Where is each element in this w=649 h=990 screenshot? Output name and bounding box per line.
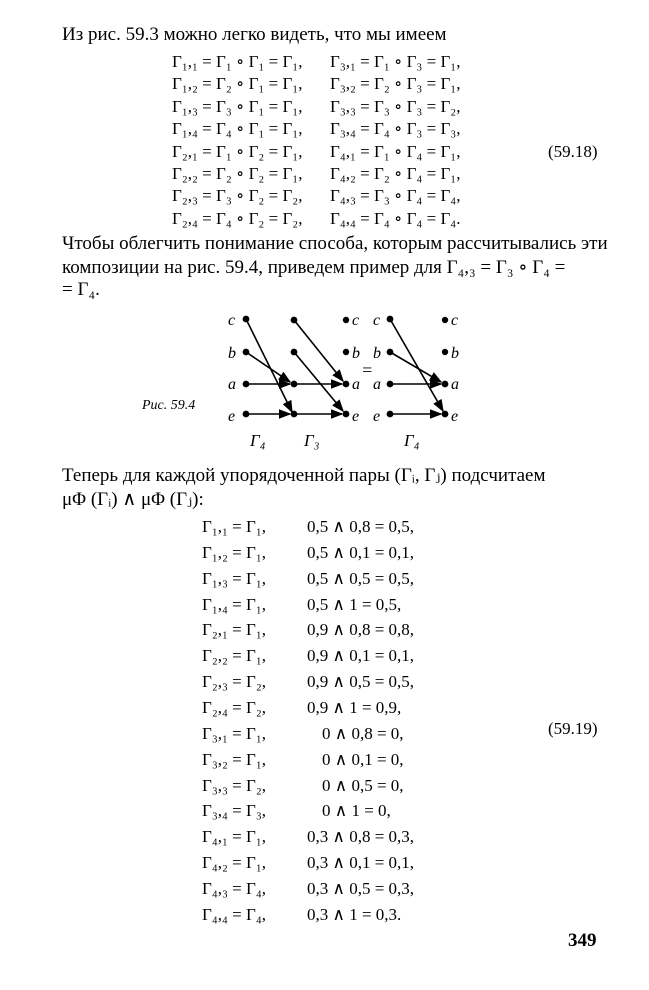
equation-row-right: 0,3 ∧ 1 = 0,3. bbox=[307, 904, 402, 924]
graph-gamma4 bbox=[243, 316, 296, 416]
graph-label: Γ₃ bbox=[304, 431, 320, 450]
equation-row-right: Γ₃,₁ = Γ₁ ∘ Γ₃ = Γ₁, bbox=[330, 52, 461, 71]
node-label: c bbox=[451, 312, 459, 329]
node-label: e bbox=[352, 408, 360, 425]
equation-row-right: 0,9 ∧ 0,8 = 0,8, bbox=[307, 620, 415, 640]
paragraph-line: μΦ (Γᵢ) ∧ μΦ (Γⱼ): bbox=[62, 489, 204, 510]
equation-number: (59.18) bbox=[548, 142, 598, 161]
equation-row-right: 0,3 ∧ 0,5 = 0,3, bbox=[307, 878, 415, 898]
equation-row-left: Γ₃,₃ = Γ₂, bbox=[202, 775, 267, 795]
paragraph-line: Теперь для каждой упорядоченной пары (Γᵢ, Γⱼ) подсчитаем bbox=[62, 465, 546, 486]
figure-caption: Рис. 59.4 bbox=[142, 398, 196, 413]
node-label: b bbox=[228, 345, 236, 362]
node-labels-middle bbox=[352, 312, 360, 425]
paragraph-line: композиции на рис. 59.4, приведем пример для Γ₄,₃ = Γ₃ ∘ Γ₄ = bbox=[62, 257, 566, 278]
equation-number: (59.19) bbox=[548, 719, 598, 738]
node-label: c bbox=[228, 312, 236, 329]
node-label: b bbox=[352, 345, 360, 362]
equation-row-right: 0 ∧ 1 = 0, bbox=[322, 801, 391, 821]
page-number: 349 bbox=[568, 930, 597, 951]
node-labels-right bbox=[451, 312, 459, 425]
equation-row-left: Γ₃,₂ = Γ₁, bbox=[202, 749, 267, 769]
equation-row-right: Γ₄,₄ = Γ₄ ∘ Γ₄ = Γ₄. bbox=[330, 208, 461, 228]
equation-row-left: Γ₃,₁ = Γ₁, bbox=[202, 723, 267, 743]
equation-row-left: Γ₂,₁ = Γ₁, bbox=[202, 620, 267, 640]
equation-row-right: 0,5 ∧ 0,5 = 0,5, bbox=[307, 568, 415, 588]
node-labels-left-2 bbox=[373, 312, 381, 425]
equation-row-right: Γ₃,₄ = Γ₄ ∘ Γ₃ = Γ₃, bbox=[330, 119, 461, 139]
equation-row-left: Γ₃,₄ = Γ₃, bbox=[202, 801, 267, 821]
graph-label: Γ₄ bbox=[250, 431, 266, 450]
node-labels-left bbox=[228, 312, 236, 425]
node-label: a bbox=[373, 376, 381, 393]
graph-label: Γ₄ bbox=[404, 431, 420, 450]
paragraph-line: Чтобы облегчить понимание способа, которым рассчитывались эти bbox=[62, 233, 608, 254]
equals-sign: = bbox=[361, 360, 374, 380]
equation-row-left: Γ₄,₃ = Γ₄, bbox=[202, 878, 267, 898]
node-label: a bbox=[228, 376, 236, 393]
equation-row-left: Γ₂,₂ = Γ₁, bbox=[202, 646, 267, 666]
equation-row-left: Γ₂,₄ = Γ₂, bbox=[202, 697, 267, 717]
equation-row-right: 0,5 ∧ 1 = 0,5, bbox=[307, 594, 402, 614]
equation-row-right: 0 ∧ 0,5 = 0, bbox=[322, 775, 404, 795]
equation-row-right: Γ₃,₂ = Γ₂ ∘ Γ₃ = Γ₁, bbox=[330, 74, 461, 94]
equation-row-right: 0,5 ∧ 0,8 = 0,5, bbox=[307, 517, 415, 536]
equation-row-left: Γ₂,₃ = Γ₂, bbox=[202, 672, 267, 692]
equation-row-left: Γ₁,₁ = Γ₁, bbox=[202, 517, 267, 536]
equation-row-right: 0,3 ∧ 0,8 = 0,3, bbox=[307, 827, 415, 847]
node-label: b bbox=[451, 345, 459, 362]
equation-row-left: Γ₂,₁ = Γ₁ ∘ Γ₂ = Γ₁, bbox=[172, 141, 303, 161]
equation-row-right: Γ₄,₂ = Γ₂ ∘ Γ₄ = Γ₁, bbox=[330, 164, 461, 183]
node-label: e bbox=[228, 408, 236, 425]
equation-row-left: Γ₁,₃ = Γ₁, bbox=[202, 568, 267, 588]
equation-row-left: Γ₄,₂ = Γ₁, bbox=[202, 853, 267, 873]
node-label: c bbox=[373, 312, 381, 329]
equation-row-right: 0,9 ∧ 0,5 = 0,5, bbox=[307, 672, 415, 692]
node-label: e bbox=[373, 408, 381, 425]
graph-gamma3 bbox=[291, 317, 348, 416]
equation-row-left: Γ₁,₂ = Γ₂ ∘ Γ₁ = Γ₁, bbox=[172, 74, 303, 94]
equation-row-left: Γ₂,₃ = Γ₃ ∘ Γ₂ = Γ₂, bbox=[172, 186, 303, 206]
equation-row-right: 0,9 ∧ 0,1 = 0,1, bbox=[307, 646, 415, 666]
equation-row-left: Γ₁,₃ = Γ₃ ∘ Γ₁ = Γ₁, bbox=[172, 96, 303, 116]
intro-line: Из рис. 59.3 можно легко видеть, что мы имеем bbox=[62, 24, 447, 45]
equation-row-right: 0 ∧ 0,1 = 0, bbox=[322, 749, 404, 769]
node-label: c bbox=[352, 312, 360, 329]
equation-row-right: 0 ∧ 0,8 = 0, bbox=[322, 723, 404, 743]
equation-row-left: Γ₁,₂ = Γ₁, bbox=[202, 542, 267, 562]
node-label: e bbox=[451, 408, 459, 425]
equation-row-left: Γ₄,₄ = Γ₄, bbox=[202, 904, 267, 924]
equation-row-left: Γ₂,₂ = Γ₂ ∘ Γ₂ = Γ₁, bbox=[172, 164, 303, 183]
node-label: a bbox=[451, 376, 459, 393]
equation-row-left: Γ₁,₁ = Γ₁ ∘ Γ₁ = Γ₁, bbox=[172, 52, 303, 71]
equation-row-left: Γ₁,₄ = Γ₄ ∘ Γ₁ = Γ₁, bbox=[172, 119, 303, 139]
equation-row-left: Γ₄,₁ = Γ₁, bbox=[202, 827, 267, 847]
equation-row-right: 0,5 ∧ 0,1 = 0,1, bbox=[307, 542, 415, 562]
equation-row-left: Γ₂,₄ = Γ₄ ∘ Γ₂ = Γ₂, bbox=[172, 208, 303, 228]
graph-gamma4-result bbox=[387, 316, 447, 416]
paragraph-line: = Γ₄. bbox=[62, 279, 100, 300]
equation-row-right: 0,3 ∧ 0,1 = 0,1, bbox=[307, 853, 415, 873]
node-label: a bbox=[352, 376, 360, 393]
node-label: b bbox=[373, 345, 381, 362]
graph-labels bbox=[249, 431, 420, 450]
equation-row-right: Γ₄,₁ = Γ₁ ∘ Γ₄ = Γ₁, bbox=[330, 141, 461, 161]
equation-row-right: Γ₃,₃ = Γ₃ ∘ Γ₃ = Γ₂, bbox=[330, 96, 461, 116]
equation-row-right: Γ₄,₃ = Γ₃ ∘ Γ₄ = Γ₄, bbox=[330, 186, 461, 206]
equation-row-right: 0,9 ∧ 1 = 0,9, bbox=[307, 697, 402, 717]
equation-row-left: Γ₁,₄ = Γ₁, bbox=[202, 594, 267, 614]
